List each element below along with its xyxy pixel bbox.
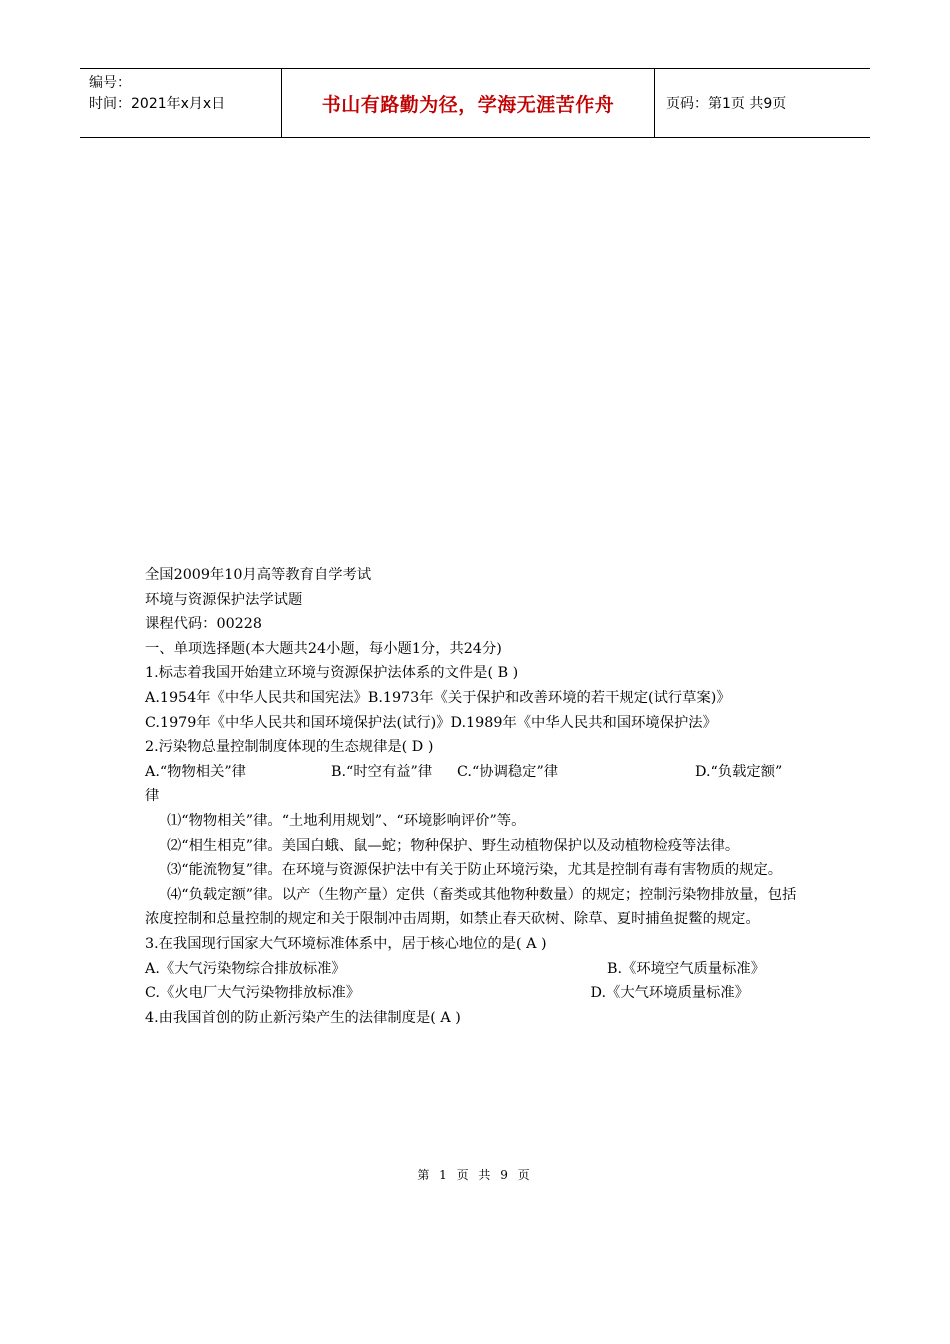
page-header (80, 68, 870, 138)
question-2-stem: 2.污染物总量控制制度体现的生态规律是( D ) (145, 739, 434, 756)
explanation-note: ⑴“物物相关”律。“土地利用规划”、“环境影响评价”等。 (167, 812, 526, 829)
option-c: C.“协调稳定”律 (457, 763, 559, 780)
explanation-note: ⑷“负载定额”律。以产（生物产量）定供（畜类或其他物种数量）的规定；控制污染物排放量，包括浓度控制和总量控制的规定和关于限制冲击周期，如禁止春天砍树、除草、夏时捕鱼捉鳖的规定。 (145, 886, 797, 928)
option-b: B.《环境空气质量标准》 (606, 960, 765, 977)
exam-title: 全国2009年10月高等教育自学考试 (145, 567, 372, 583)
header-left-block (89, 73, 281, 115)
question-2-options (145, 760, 807, 785)
header-motto: 书山有路勤为径，学海无涯苦作舟 (321, 93, 615, 116)
document-number: 编号： (89, 75, 131, 91)
question-3-options (145, 957, 807, 982)
question-1-stem: 1.标志着我国开始建立环境与资源保护法体系的文件是( B ) (145, 665, 519, 682)
option-d: D.“负载定额” (695, 763, 783, 780)
explanation-note: ⑵“相生相克”律。美国白蛾、鼠—蛇；物种保护、野生动植物保护以及动植物检疫等法律。 (167, 837, 740, 854)
question-1-options: C.1979年《中华人民共和国环境保护法(试行)》D.1989年《中华人民共和国环境保护法》 (145, 714, 717, 731)
option-a: A.“物物相关”律 (145, 763, 246, 780)
document-time: 时间：2021年x月x日 (89, 96, 226, 112)
page-footer: 第 1 页 共 9 页 (417, 1168, 533, 1182)
question-3-stem: 3.在我国现行国家大气环境标准体系中，居于核心地位的是( A ) (145, 935, 547, 952)
header-page-info: 页码：第1页 共9页 (666, 96, 787, 112)
question-1-options: A.1954年《中华人民共和国宪法》B.1973年《关于保护和改善环境的若干规定(试行草案)》 (145, 689, 731, 706)
option-c: C.《火电厂大气污染物排放标准》 (145, 985, 361, 1002)
option-b: B.“时空有益”律 (331, 763, 433, 780)
option-d: D.《大气环境质量标准》 (590, 985, 749, 1002)
header-divider (654, 69, 655, 137)
question-3-options (145, 981, 807, 1006)
option-d-continuation: 律 (145, 788, 160, 805)
question-4-stem: 4.由我国首创的防止新污染产生的法律制度是( A ) (145, 1009, 461, 1026)
document-body (145, 563, 807, 1030)
section-heading: 一、单项选择题(本大题共24小题，每小题1分，共24分) (145, 640, 502, 657)
explanation-note: ⑶“能流物复”律。在环境与资源保护法中有关于防止环境污染，尤其是控制有毒有害物质的规定。 (167, 862, 783, 879)
subject-title: 环境与资源保护法学试题 (145, 591, 303, 608)
course-code: 课程代码：00228 (145, 616, 262, 633)
option-a: A.《大气污染物综合排放标准》 (145, 960, 346, 977)
